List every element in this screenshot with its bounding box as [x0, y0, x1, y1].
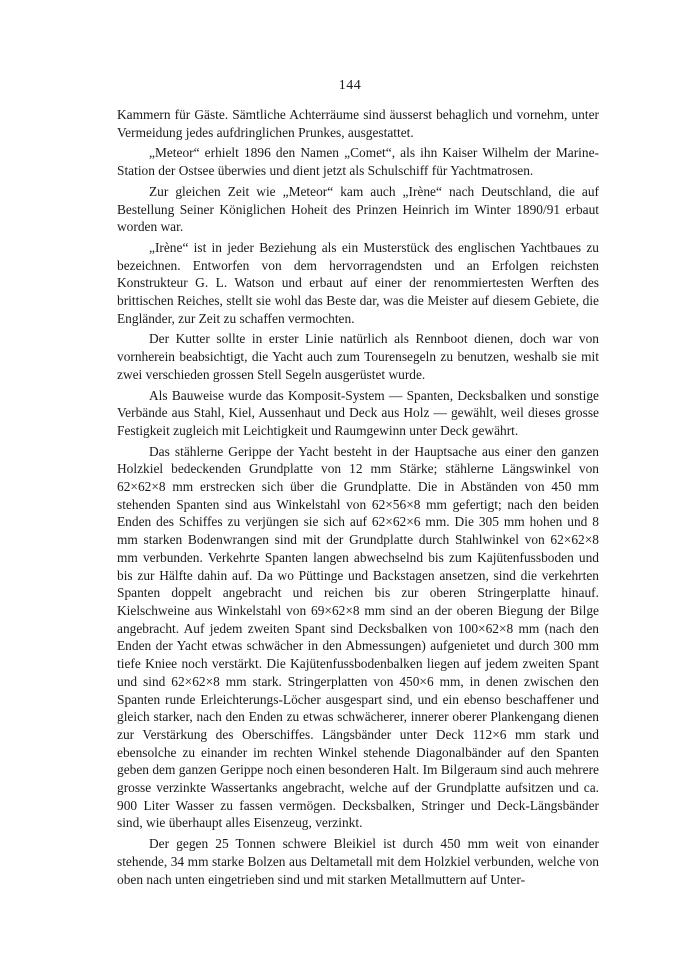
body-text [117, 106, 599, 891]
paragraph-gerippe: Das stählerne Gerippe der Yacht besteht in der Hauptsache aus einer den ganzen Holzkiel bedeckenden Grundplatte von 12 mm Stärke; stählerne Längswinkel von 62×62×8 mm erstrecken sich über die Grundplatte. Die in Abständen von 450 mm stehenden Spanten sind aus Winkelstahl von 62×56×8 mm gefertigt; nach den beiden Enden des Schiffes zu verjüngen sie sich auf 62×62×6 mm. Die 305 mm hohen und 8 mm starken Bodenwrangen sind mit der Grundplatte durch Stahlwinkel von 62×62×8 mm verbunden. Verkehrte Spanten langen abwechselnd bis zum Kajütenfussboden und bis zur Hälfte dahin auf. Da wo Püttinge und Backstagen ansetzen, sind die verkehrten Spanten doppelt angebracht und reichen bis zur oberen Stringerplatte hinauf. Kielschweine aus Winkelstahl von 69×62×8 mm sind an der oberen Biegung der Bilge angebracht. Auf jedem zweiten Spant sind Decksbalken von 100×62×8 mm (nach den Enden der Yacht etwas schwächer in den Abmessungen) aufgenietet und durch 300 mm tiefe Kniee noch verstärkt. Die Kajütenfussbodenbalken liegen auf jedem zweiten Spant und sind 62×62×8 mm stark. Stringerplatten von 450×6 mm, in denen zwischen den Spanten runde Erleichterungs-Löcher ausgespart sind, und ein ebenso beschaffener und gleich starker, nach den Enden zu etwas schwächerer, innerer oberer Plankengang dienen zur Verstärkung des Oberschiffes. Längsbänder unter Deck 112×6 mm stark und ebensolche zu einander im rechten Winkel stehende Diagonalbänder auf den Spanten geben dem ganzen Gerippe noch einen besonderen Halt. Im Bilgeraum sind auch mehrere grosse verzinkte Wassertanks angebracht, welche auf der Grundplatte aufsitzen und ca. 900 Liter Wasser zu fassen vermögen. Decksbalken, Stringer und Deck-Längsbänder sind, wie überhaupt alles Eisenzeug, verzinkt. [117, 443, 599, 831]
paragraph-irene-arrival: Zur gleichen Zeit wie „Meteor“ kam auch „Irène“ nach Deutschland, die auf Bestellung Seiner Königlichen Hoheit des Prinzen Heinrich im Winter 1890/91 erbaut worden war. [117, 183, 599, 235]
paragraph-bauweise: Als Bauweise wurde das Komposit-System — Spanten, Decksbalken und sonstige Verbände aus Stahl, Kiel, Aussenhaut und Deck aus Holz — gewählt, weil dieses grosse Festigkeit zugleich mit Leichtigkeit und Raumgewinn unter Deck gewährt. [117, 387, 599, 438]
paragraph-kutter-purpose: Der Kutter sollte in erster Linie natürlich als Rennboot dienen, doch war von vornherein beabsichtigt, die Yacht auch zum Tourensegeln zu benutzen, weshalb sie mit zwei verschieden grossen Stell Segeln ausgerüstet wurde. [117, 331, 599, 382]
paragraph-irene-description: „Irène“ ist in jeder Beziehung als ein Musterstück des englischen Yachtbaues zu bezeichnen. Entworfen von dem hervorragendsten und an Erfolgen reichsten Konstrukteur G. L. Watson und erbaut auf einer der renommiertesten Werften des brittischen Reiches, stellt sie wohl das Beste dar, was die Meister auf diesem Gebiete, die Engländer, zur Zeit zu schaffen vermochten. [117, 239, 599, 326]
paragraph-continuation: Kammern für Gäste. Sämtliche Achterräume sind äusserst behaglich und vornehm, unter Vermeidung jedes aufdringlichen Prunkes, ausgestattet. [117, 107, 599, 140]
page-number: 144 [338, 78, 362, 93]
paragraph-meteor-comet: „Meteor“ erhielt 1896 den Namen „Comet“, als ihn Kaiser Wilhelm der Marine-Station der Ostsee überwies und dient jetzt als Schulschiff für Yachtmatrosen. [117, 145, 599, 179]
paragraph-bleikiel: Der gegen 25 Tonnen schwere Bleikiel ist durch 450 mm weit von einander stehende, 34 mm starke Bolzen aus Deltametall mit dem Holzkiel verbunden, welche von oben nach unten eingetrieben sind und mit starken Metallmuttern auf Unter- [117, 836, 599, 887]
